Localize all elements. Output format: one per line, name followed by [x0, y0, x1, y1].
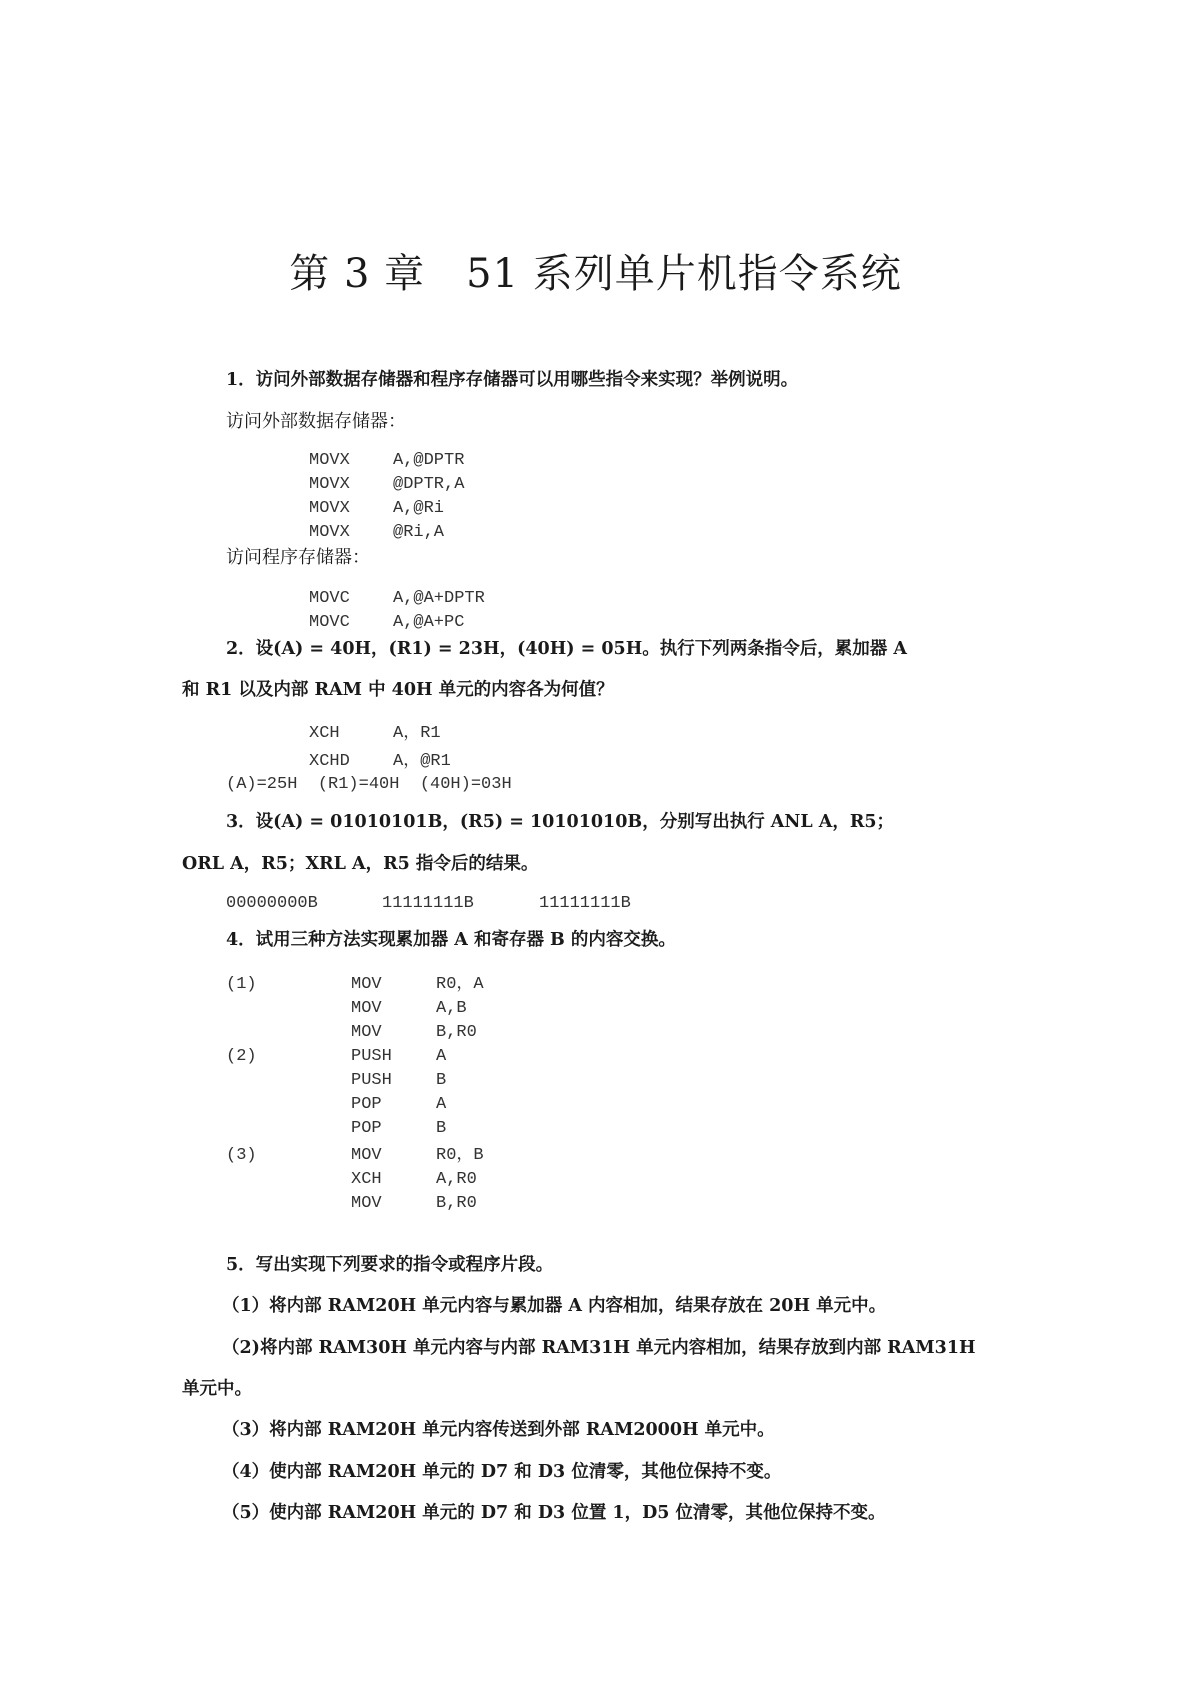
- code-arg: B: [436, 1071, 447, 1090]
- question-4: 4．试用三种方法实现累加器 A 和寄存器 B 的内容交换。: [226, 930, 676, 950]
- code-arg: A,R0: [436, 1170, 477, 1189]
- code-op: POP: [351, 1095, 382, 1114]
- question-5-item-2-cont: 单元中。: [182, 1379, 252, 1399]
- code-op: MOV: [351, 1023, 382, 1042]
- code-op: PUSH: [351, 1071, 392, 1090]
- code-arg: A，R1: [393, 724, 441, 743]
- answer-3-orl: 11111111B: [382, 894, 474, 913]
- code-op: XCH: [309, 724, 340, 743]
- code-arg: @Ri,A: [393, 523, 445, 542]
- method-label: (2): [226, 1047, 257, 1066]
- code-op: MOV: [351, 1146, 382, 1165]
- code-op: MOVX: [309, 451, 350, 470]
- code-op: MOV: [351, 975, 382, 994]
- code-arg: A: [436, 1047, 447, 1066]
- question-5-item-4: （4）使内部 RAM20H 单元的 D7 和 D3 位清零，其他位保持不变。: [222, 1462, 782, 1482]
- question-5-item-5: （5）使内部 RAM20H 单元的 D7 和 D3 位置 1，D5 位清零，其他位保持不变。: [222, 1503, 886, 1523]
- chapter-title: 第 3 章 51 系列单片机指令系统: [289, 251, 902, 297]
- code-op: XCHD: [309, 752, 350, 771]
- question-5-item-2: （2)将内部 RAM30H 单元内容与内部 RAM31H 单元内容相加，结果存放到内部 RAM31H: [222, 1338, 976, 1358]
- code-op: MOVC: [309, 613, 350, 632]
- code-op: MOVC: [309, 589, 350, 608]
- answer-3-xrl: 11111111B: [539, 894, 631, 913]
- question-2-line-2: 和 R1 以及内部 RAM 中 40H 单元的内容各为何值？: [182, 680, 614, 700]
- code-op: PUSH: [351, 1047, 392, 1066]
- code-arg: B: [436, 1119, 447, 1138]
- answer-2: (A)=25H (R1)=40H (40H)=03H: [226, 775, 512, 794]
- code-arg: B,R0: [436, 1023, 477, 1042]
- code-arg: @DPTR,A: [393, 475, 465, 494]
- code-arg: A,@DPTR: [393, 451, 465, 470]
- code-arg: A: [436, 1095, 447, 1114]
- question-3-line-2: ORL A，R5；XRL A，R5 指令后的结果。: [182, 854, 539, 874]
- code-arg: A,@A+DPTR: [393, 589, 485, 608]
- program-memory-label: 访问程序存储器：: [226, 547, 370, 568]
- code-arg: R0，B: [436, 1146, 484, 1165]
- question-5-item-1: （1）将内部 RAM20H 单元内容与累加器 A 内容相加，结果存放在 20H 单元中。: [222, 1296, 887, 1316]
- code-arg: B,R0: [436, 1194, 477, 1213]
- code-op: MOV: [351, 999, 382, 1018]
- question-3-line-1: 3．设(A) = 01010101B，(R5) = 10101010B，分别写出执行 ANL A，R5；: [226, 812, 895, 832]
- answer-3-anl: 00000000B: [226, 894, 318, 913]
- question-1: 1．访问外部数据存储器和程序存储器可以用哪些指令来实现？举例说明。: [226, 370, 799, 390]
- code-op: XCH: [351, 1170, 382, 1189]
- code-arg: A,@A+PC: [393, 613, 465, 632]
- code-op: POP: [351, 1119, 382, 1138]
- code-arg: A，@R1: [393, 752, 451, 771]
- ext-data-memory-label: 访问外部数据存储器：: [226, 411, 406, 432]
- code-op: MOV: [351, 1194, 382, 1213]
- code-op: MOVX: [309, 499, 350, 518]
- code-op: MOVX: [309, 475, 350, 494]
- code-arg: A,@Ri: [393, 499, 445, 518]
- method-label: (3): [226, 1146, 257, 1165]
- question-5: 5．写出实现下列要求的指令或程序片段。: [226, 1255, 554, 1275]
- code-arg: A,B: [436, 999, 467, 1018]
- question-2-line-1: 2．设(A) = 40H，(R1) = 23H，(40H) = 05H。执行下列两条指令后，累加器 A: [226, 639, 907, 659]
- method-label: (1): [226, 975, 257, 994]
- code-arg: R0，A: [436, 975, 484, 994]
- code-op: MOVX: [309, 523, 350, 542]
- question-5-item-3: （3）将内部 RAM20H 单元内容传送到外部 RAM2000H 单元中。: [222, 1420, 775, 1440]
